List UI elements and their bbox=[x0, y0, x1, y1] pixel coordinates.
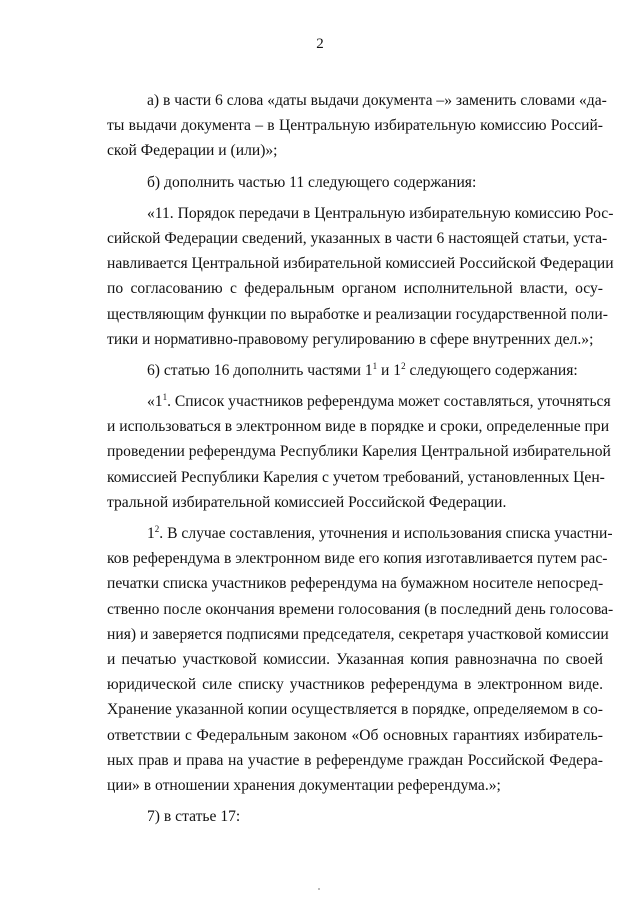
text-line: ственно после окончания времени голосования (в последний день голосова- bbox=[107, 600, 614, 618]
text-segment: 6) статью 16 дополнить частями 1 bbox=[147, 361, 373, 379]
text-line: юридической силе списку участников референдума в электронном виде. bbox=[107, 676, 603, 694]
text-line: комиссией Республики Карелия с учетом требований, установленных Цен- bbox=[107, 468, 605, 486]
text-line: а) в части 6 слова «даты выдачи документа –» заменить словами «да- bbox=[147, 92, 607, 109]
page-number: 2 bbox=[316, 36, 324, 52]
text-line: навливается Центральной избирательной комиссией Российской Федерации bbox=[107, 255, 614, 273]
text-segment: следующего содержания: bbox=[405, 361, 578, 379]
paragraph-b bbox=[107, 170, 603, 195]
text-line: ции» в отношении хранения документации референдума.»; bbox=[107, 776, 501, 794]
text-line: 7) в статье 17: bbox=[147, 808, 241, 826]
text-line: «11. Порядок передачи в Центральную избирательную комиссию Рос- bbox=[147, 204, 614, 222]
text-line: ской Федерации и (или)»; bbox=[107, 142, 278, 160]
text-line: и печатью участковой комиссии. Указанная копия равнозначна по своей bbox=[107, 650, 603, 668]
text-line: тральной избирательной комиссией Российской Федерации. bbox=[107, 493, 507, 511]
text-line: ных прав и права на участие в референдуме граждан Российской Федера- bbox=[107, 751, 603, 769]
text-segment: 1 bbox=[147, 525, 155, 542]
scan-speck bbox=[318, 888, 320, 890]
text-line: ков референдума в электронном виде его копия изготавливается путем рас- bbox=[107, 550, 608, 568]
text-line: ществляющим функции по выработке и реализации государственной поли- bbox=[107, 305, 608, 323]
paragraph-part-11 bbox=[107, 201, 614, 352]
text-line: ответствии с Федеральным законом «Об основных гарантиях избиратель- bbox=[107, 726, 603, 744]
text-line: тики и нормативно-правовому регулированию в сфере внутренних дел.»; bbox=[107, 330, 594, 348]
paragraph-a bbox=[107, 88, 607, 164]
text-line: Хранение указанной копии осуществляется в порядке, определяемом в со- bbox=[107, 701, 603, 719]
text-segment: . Список участников референдума может составляться, уточняться bbox=[167, 393, 611, 411]
text-line bbox=[107, 389, 611, 414]
paragraph-7 bbox=[107, 804, 603, 829]
paragraph-6 bbox=[107, 358, 603, 383]
text-line: сийской Федерации сведений, указанных в части 6 настоящей статьи, уста- bbox=[107, 229, 608, 247]
paragraph-part-1-2 bbox=[107, 521, 614, 798]
text-segment: и 1 bbox=[377, 361, 402, 379]
text-line bbox=[107, 358, 603, 383]
text-line: ты выдачи документа – в Центральную избирательную комиссию Россий- bbox=[107, 117, 603, 135]
text-line: проведении референдума Республики Карелия Центральной избирательной bbox=[107, 443, 611, 461]
text-line bbox=[107, 521, 613, 546]
superscript: 2 bbox=[401, 360, 406, 371]
superscript: 1 bbox=[162, 391, 168, 402]
text-line: ния) и заверяется подписями председателя, секретаря участковой комиссии bbox=[107, 625, 609, 643]
text-line: б) дополнить частью 11 следующего содержания: bbox=[147, 173, 477, 191]
text-line: печатки списка участников референдума на бумажном носителе непосред- bbox=[107, 575, 604, 593]
paragraph-part-1-1 bbox=[107, 389, 611, 515]
text-line: по согласованию с федеральным органом исполнительной власти, осу- bbox=[107, 280, 603, 298]
text-segment: «1 bbox=[147, 393, 163, 411]
superscript: 1 bbox=[372, 360, 378, 371]
text-line: и использоваться в электронном виде в порядке и сроки, определенные при bbox=[107, 418, 610, 436]
document-body bbox=[107, 88, 614, 829]
text-segment: . В случае составления, уточнения и использования списка участни- bbox=[159, 525, 613, 542]
superscript: 2 bbox=[154, 523, 160, 534]
